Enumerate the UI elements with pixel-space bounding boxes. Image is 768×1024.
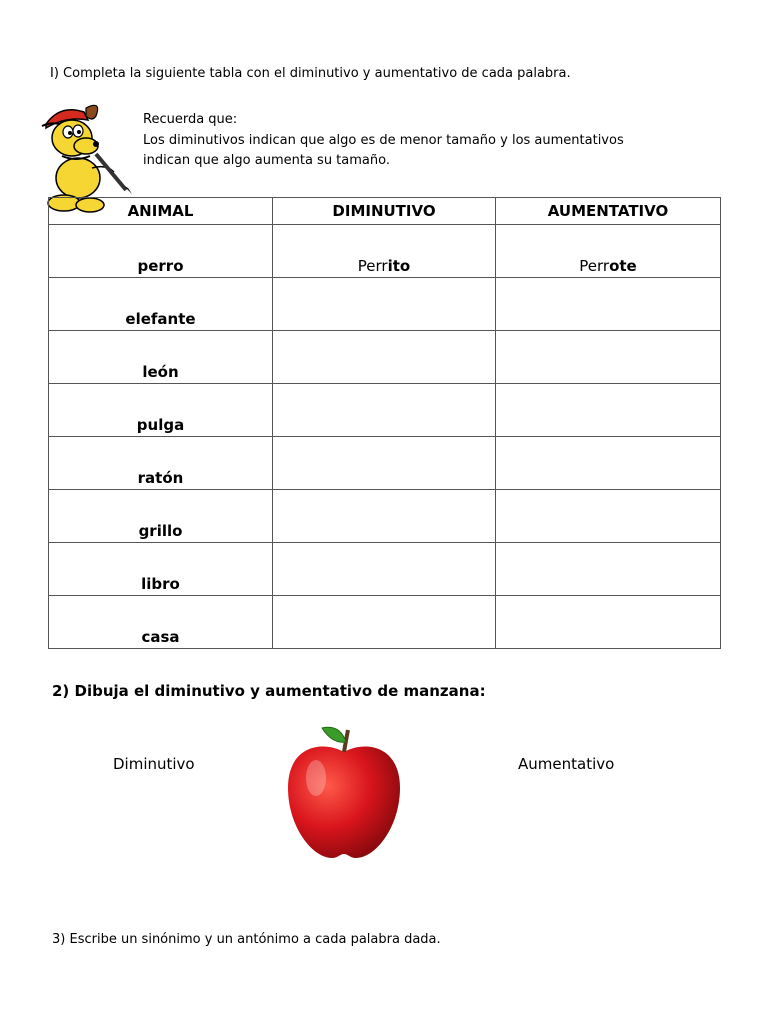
reminder-line-2: indican que algo aumenta su tamaño. <box>143 153 390 168</box>
animal-cell: grillo <box>49 490 273 543</box>
animal-cell: león <box>49 331 273 384</box>
diminutive-answer-cell[interactable] <box>273 543 496 596</box>
apple-icon <box>282 722 406 864</box>
augmentative-answer-cell[interactable] <box>496 278 721 331</box>
animal-cell: casa <box>49 596 273 649</box>
augmentative-suffix: ote <box>609 257 637 275</box>
augmentative-stem: Perr <box>579 257 610 275</box>
diminutive-answer-cell[interactable] <box>273 490 496 543</box>
diminutive-answer-cell[interactable] <box>273 384 496 437</box>
diminutive-stem: Perr <box>357 257 388 275</box>
section2-title: 2) Dibuja el diminutivo y aumentativo de manzana: <box>52 682 486 700</box>
augmentative-answer-cell[interactable] <box>496 490 721 543</box>
diminutive-answer-cell[interactable] <box>273 331 496 384</box>
augmentative-answer-cell[interactable] <box>496 225 721 278</box>
table-row <box>49 384 721 437</box>
animal-cell: libro <box>49 543 273 596</box>
diminutive-answer-cell[interactable] <box>273 437 496 490</box>
table-row <box>49 331 721 384</box>
augmentative-answer-cell[interactable] <box>496 331 721 384</box>
section3-instruction: 3) Escribe un sinónimo y un antónimo a cada palabra dada. <box>52 932 441 947</box>
table-header-row <box>49 198 721 225</box>
diminutive-answer-cell[interactable] <box>273 225 496 278</box>
table-row <box>49 278 721 331</box>
animal-cell: ratón <box>49 437 273 490</box>
animal-cell: perro <box>49 225 273 278</box>
diminutive-augmentative-table <box>48 197 721 649</box>
table-row <box>49 543 721 596</box>
diminutive-answer-cell[interactable] <box>273 278 496 331</box>
diminutive-answer-cell[interactable] <box>273 596 496 649</box>
table-row <box>49 437 721 490</box>
augmentative-label: Aumentativo <box>518 755 615 773</box>
reminder-title: Recuerda que: <box>143 112 238 127</box>
augmentative-answer-cell[interactable] <box>496 384 721 437</box>
reminder-line-1: Los diminutivos indican que algo es de menor tamaño y los aumentativos <box>143 133 624 148</box>
augmentative-answer-cell[interactable] <box>496 437 721 490</box>
table-row <box>49 225 721 278</box>
diminutive-suffix: ito <box>387 257 411 275</box>
table-row <box>49 490 721 543</box>
augmentative-answer-cell[interactable] <box>496 543 721 596</box>
header-animal: ANIMAL <box>49 198 273 225</box>
header-diminutivo: DIMINUTIVO <box>273 198 496 225</box>
animal-cell: pulga <box>49 384 273 437</box>
diminutive-label: Diminutivo <box>113 755 195 773</box>
table-row <box>49 596 721 649</box>
augmentative-answer-cell[interactable] <box>496 596 721 649</box>
animal-cell: elefante <box>49 278 273 331</box>
section1-instruction: I) Completa la siguiente tabla con el diminutivo y aumentativo de cada palabra. <box>50 66 571 81</box>
header-aumentativo: AUMENTATIVO <box>496 198 721 225</box>
